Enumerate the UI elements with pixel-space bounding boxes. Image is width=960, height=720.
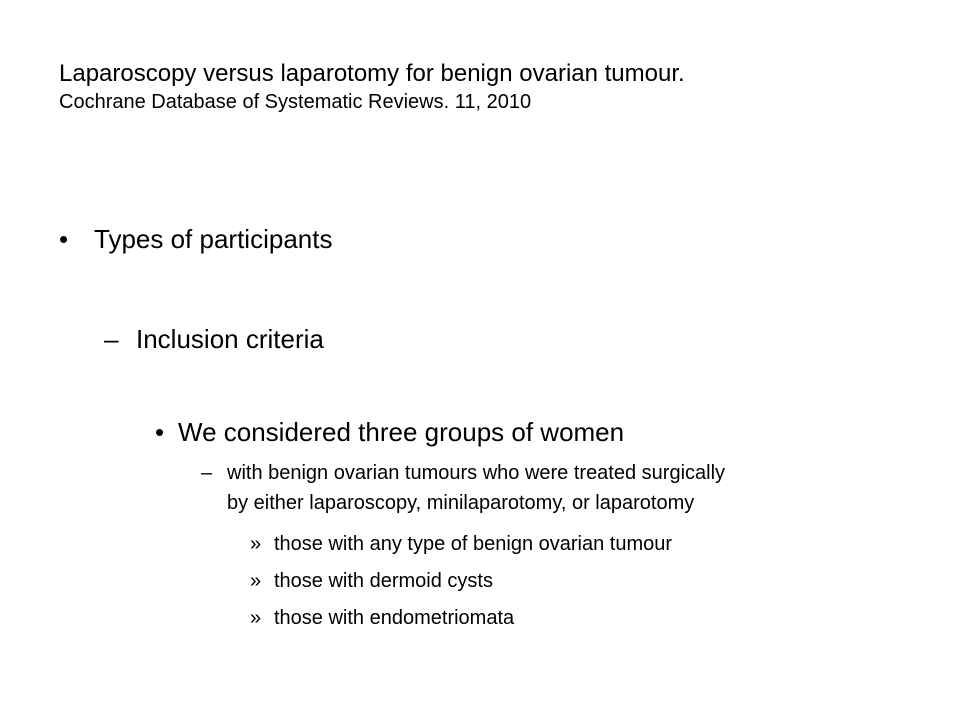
group-item-text: those with endometriomata bbox=[274, 607, 515, 629]
chevron-marker: » bbox=[250, 607, 262, 629]
bullet-marker: • bbox=[155, 417, 165, 447]
subbullet-line-2: by either laparoscopy, minilaparotomy, or laparotomy bbox=[227, 492, 695, 514]
bullet-text: Types of participants bbox=[94, 224, 333, 254]
title-citation: Cochrane Database of Systematic Reviews. 11, 2010 bbox=[59, 90, 532, 113]
slide-title bbox=[59, 60, 919, 114]
group-item-text: those with any type of benign ovarian tumour bbox=[274, 533, 673, 555]
title-main: Laparoscopy versus laparotomy for benign ovarian tumour. bbox=[59, 60, 685, 87]
dash-marker: – bbox=[201, 462, 213, 484]
subbullet-line-1: with benign ovarian tumours who were treated surgically bbox=[227, 462, 726, 484]
chevron-marker: » bbox=[250, 570, 262, 592]
group-item-text: those with dermoid cysts bbox=[274, 570, 493, 592]
dash-marker: – bbox=[104, 324, 119, 354]
bullet-text: We considered three groups of women bbox=[178, 417, 625, 447]
bullet-marker: • bbox=[59, 224, 69, 254]
subbullet-text: Inclusion criteria bbox=[136, 324, 324, 354]
subbullet-text bbox=[227, 458, 927, 518]
chevron-marker: » bbox=[250, 533, 262, 555]
